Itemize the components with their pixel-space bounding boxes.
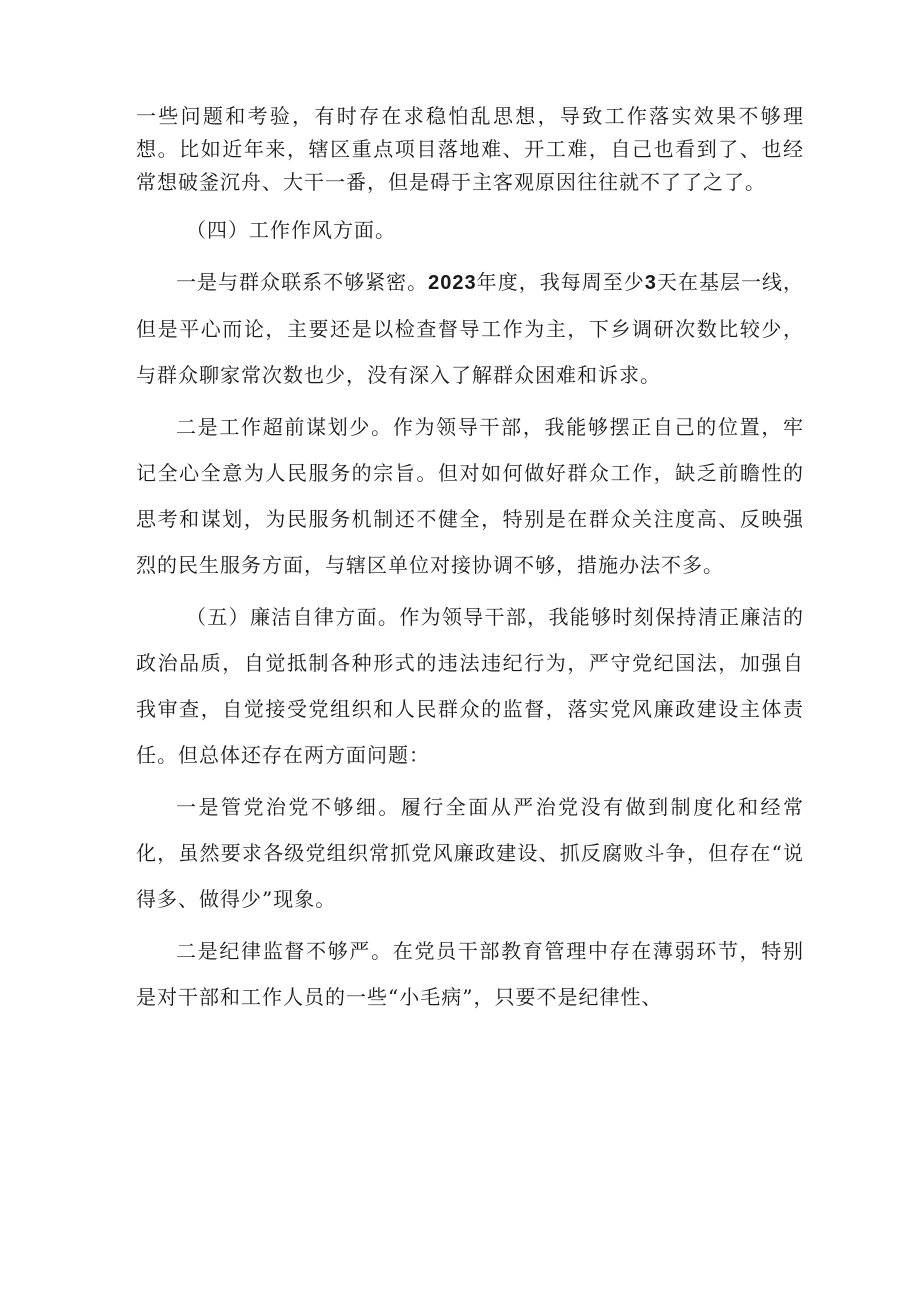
text-segment: 年度，我每周至少 [476,270,645,294]
document-page [136,100,804,1020]
paragraph-integrity: （五）廉洁自律方面。作为领导干部，我能够时刻保持清正廉洁的政治品质，自觉抵制各种形式的违法违纪行为，严守党纪国法，加强自我审查，自觉接受党组织和人民群众的监督，落实党风廉政建设主体责任。但总体还存在两方面问题： [136,605,804,767]
paragraph-planning: 二是工作超前谋划少。作为领导干部，我能够摆正自己的位置，牢记全心全意为人民服务的宗旨。但对如何做好群众工作，缺乏前瞻性的思考和谋划，为民服务机制还不健全，特别是在群众关注度高、反映强烈的民生服务方面，与辖区单位对接协调不够，措施办法不多。 [136,415,804,577]
paragraph-mass-contact [136,259,804,398]
days-number: 3 [644,272,657,294]
text-segment: 一是与群众联系不够紧密。 [176,270,429,294]
paragraph-party-governance: 一是管党治党不够细。履行全面从严治党没有做到制度化和经常化，虽然要求各级党组织常抓党风廉政建设、抓反腐败斗争，但存在“说得多、做得少”现象。 [136,795,804,911]
paragraph-intro: 一些问题和考验，有时存在求稳怕乱思想，导致工作落实效果不够理想。比如近年来，辖区重点项目落地难、开工难，自己也看到了、也经常想破釜沉舟、大干一番，但是碍于主客观原因往往就不了了之了。 [136,104,804,194]
text-segment: 天在基层一线，但是平心而论，主要还是以检查督导工作为主，下乡调研次数比较少，与群众聊家常次数也少，没有深入了解群众困难和诉求。 [136,270,805,387]
year-number: 2023 [428,272,477,294]
heading-work-style: （四）工作作风方面。 [186,218,396,242]
paragraph-discipline: 二是纪律监督不够严。在党员干部教育管理中存在薄弱环节，特别是对干部和工作人员的一些“小毛病”，只要不是纪律性、 [136,939,804,1009]
